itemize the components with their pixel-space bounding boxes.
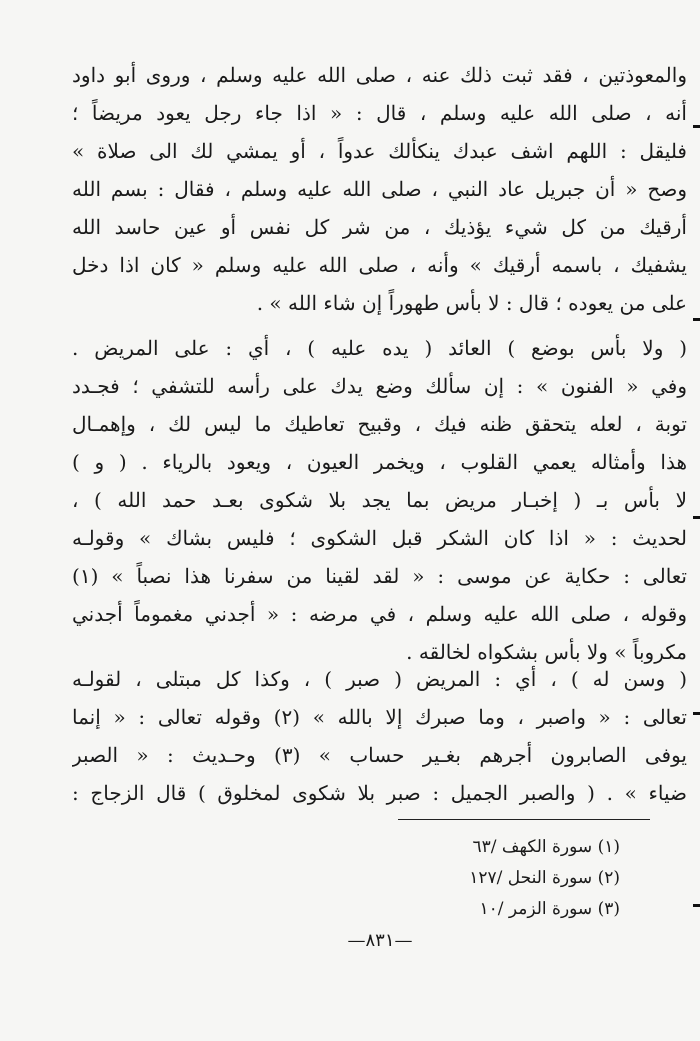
text-line: مكروباً » ولا بأس بشكواه لخالقه . [406, 640, 687, 664]
text-line: لحديث : « اذا كان الشكر قبل الشكوى ؛ فليس بشاك » وقولـه [72, 526, 687, 550]
text-line: فليقل : اللهم اشف عبدك ينكألك عدواً ، أو يمشي لك الى صلاة » [72, 139, 687, 163]
page-edge-mark [693, 516, 700, 519]
footnotes [300, 832, 620, 925]
text-line: تعالى : « واصبر ، وما صبرك إلا بالله » (٢) وقوله تعالى : « إنما [72, 705, 687, 729]
text-line: يوفى الصابرون أجرهم بغـير حساب » (٣) وحـديث : « الصبر [72, 743, 687, 767]
footnote-item: (٣) سورة الزمر /١٠ [479, 899, 620, 919]
page-number: —٨٣١— [347, 930, 413, 951]
page-edge-mark [693, 904, 700, 907]
text-line: هذا وأمثاله يعمي القلوب ، ويخمر العيون ، ويعود بالرياء . ( و ) [72, 450, 687, 474]
page-edge-mark [693, 712, 700, 715]
text-line: يشفيك ، باسمه أرقيك » وأنه ، صلى الله عليه وسلم « كان اذا دخل [72, 253, 687, 277]
text-line: أرقيك من كل شيء يؤذيك ، من شر كل نفس أو عين حاسد الله [72, 215, 687, 239]
footnote-item: (١) سورة الكهف /٦٣ [472, 837, 620, 857]
text-line: وفي « الفنون » : إن سألك وضع يدك على رأسه للتشفي ؛ فجـدد [72, 374, 687, 398]
text-line: وقوله ، صلى الله عليه وسلم ، في مرضه : « أجدني مغموماً أجدني [72, 602, 687, 626]
paragraph-1 [72, 56, 687, 322]
page-edge-mark [693, 318, 700, 321]
text-line: ضياء » . ( والصبر الجميل : صبر بلا شكوى لمخلوق ) قال الزجاج : [72, 781, 687, 805]
paragraph-2 [72, 329, 687, 671]
text-line: أنه ، صلى الله عليه وسلم ، قال : « اذا جاء رجل يعود مريضاً ؛ [72, 101, 687, 125]
text-line: ( وسن له ) ، أي : المريض ( صبر ) ، وكذا كل مبتلى ، لقولـه [72, 667, 687, 691]
text-line: على من يعوده ؛ قال : لا بأس طهوراً إن شاء الله » . [256, 291, 687, 315]
text-line: توبة ، لعله يتحقق ظنه فيك ، وقبيح تعاطيك ما ليس لك ، وإهمـال [72, 412, 687, 436]
paragraph-3 [72, 660, 687, 812]
page-edge-mark [693, 125, 700, 128]
text-line: والمعوذتين ، فقد ثبت ذلك عنه ، صلى الله عليه وسلم ، وروى أبو داود [72, 63, 687, 87]
text-line: ( ولا بأس بوضع ) العائد ( يده عليه ) ، أي : على المريض . [72, 336, 687, 360]
footnote-divider [398, 819, 650, 820]
footnote-item: (٢) سورة النحل /١٢٧ [469, 868, 620, 888]
text-line: وصح « أن جبريل عاد النبي ، صلى الله عليه وسلم ، فقال : بسم الله [72, 177, 687, 201]
text-line: لا بأس بـ ( إخبـار مريض بما يجد بلا شكوى بعـد حمد الله ) ، [72, 488, 687, 512]
text-line: تعالى : حكاية عن موسى : « لقد لقينا من سفرنا هذا نصباً » (١) [72, 564, 687, 588]
